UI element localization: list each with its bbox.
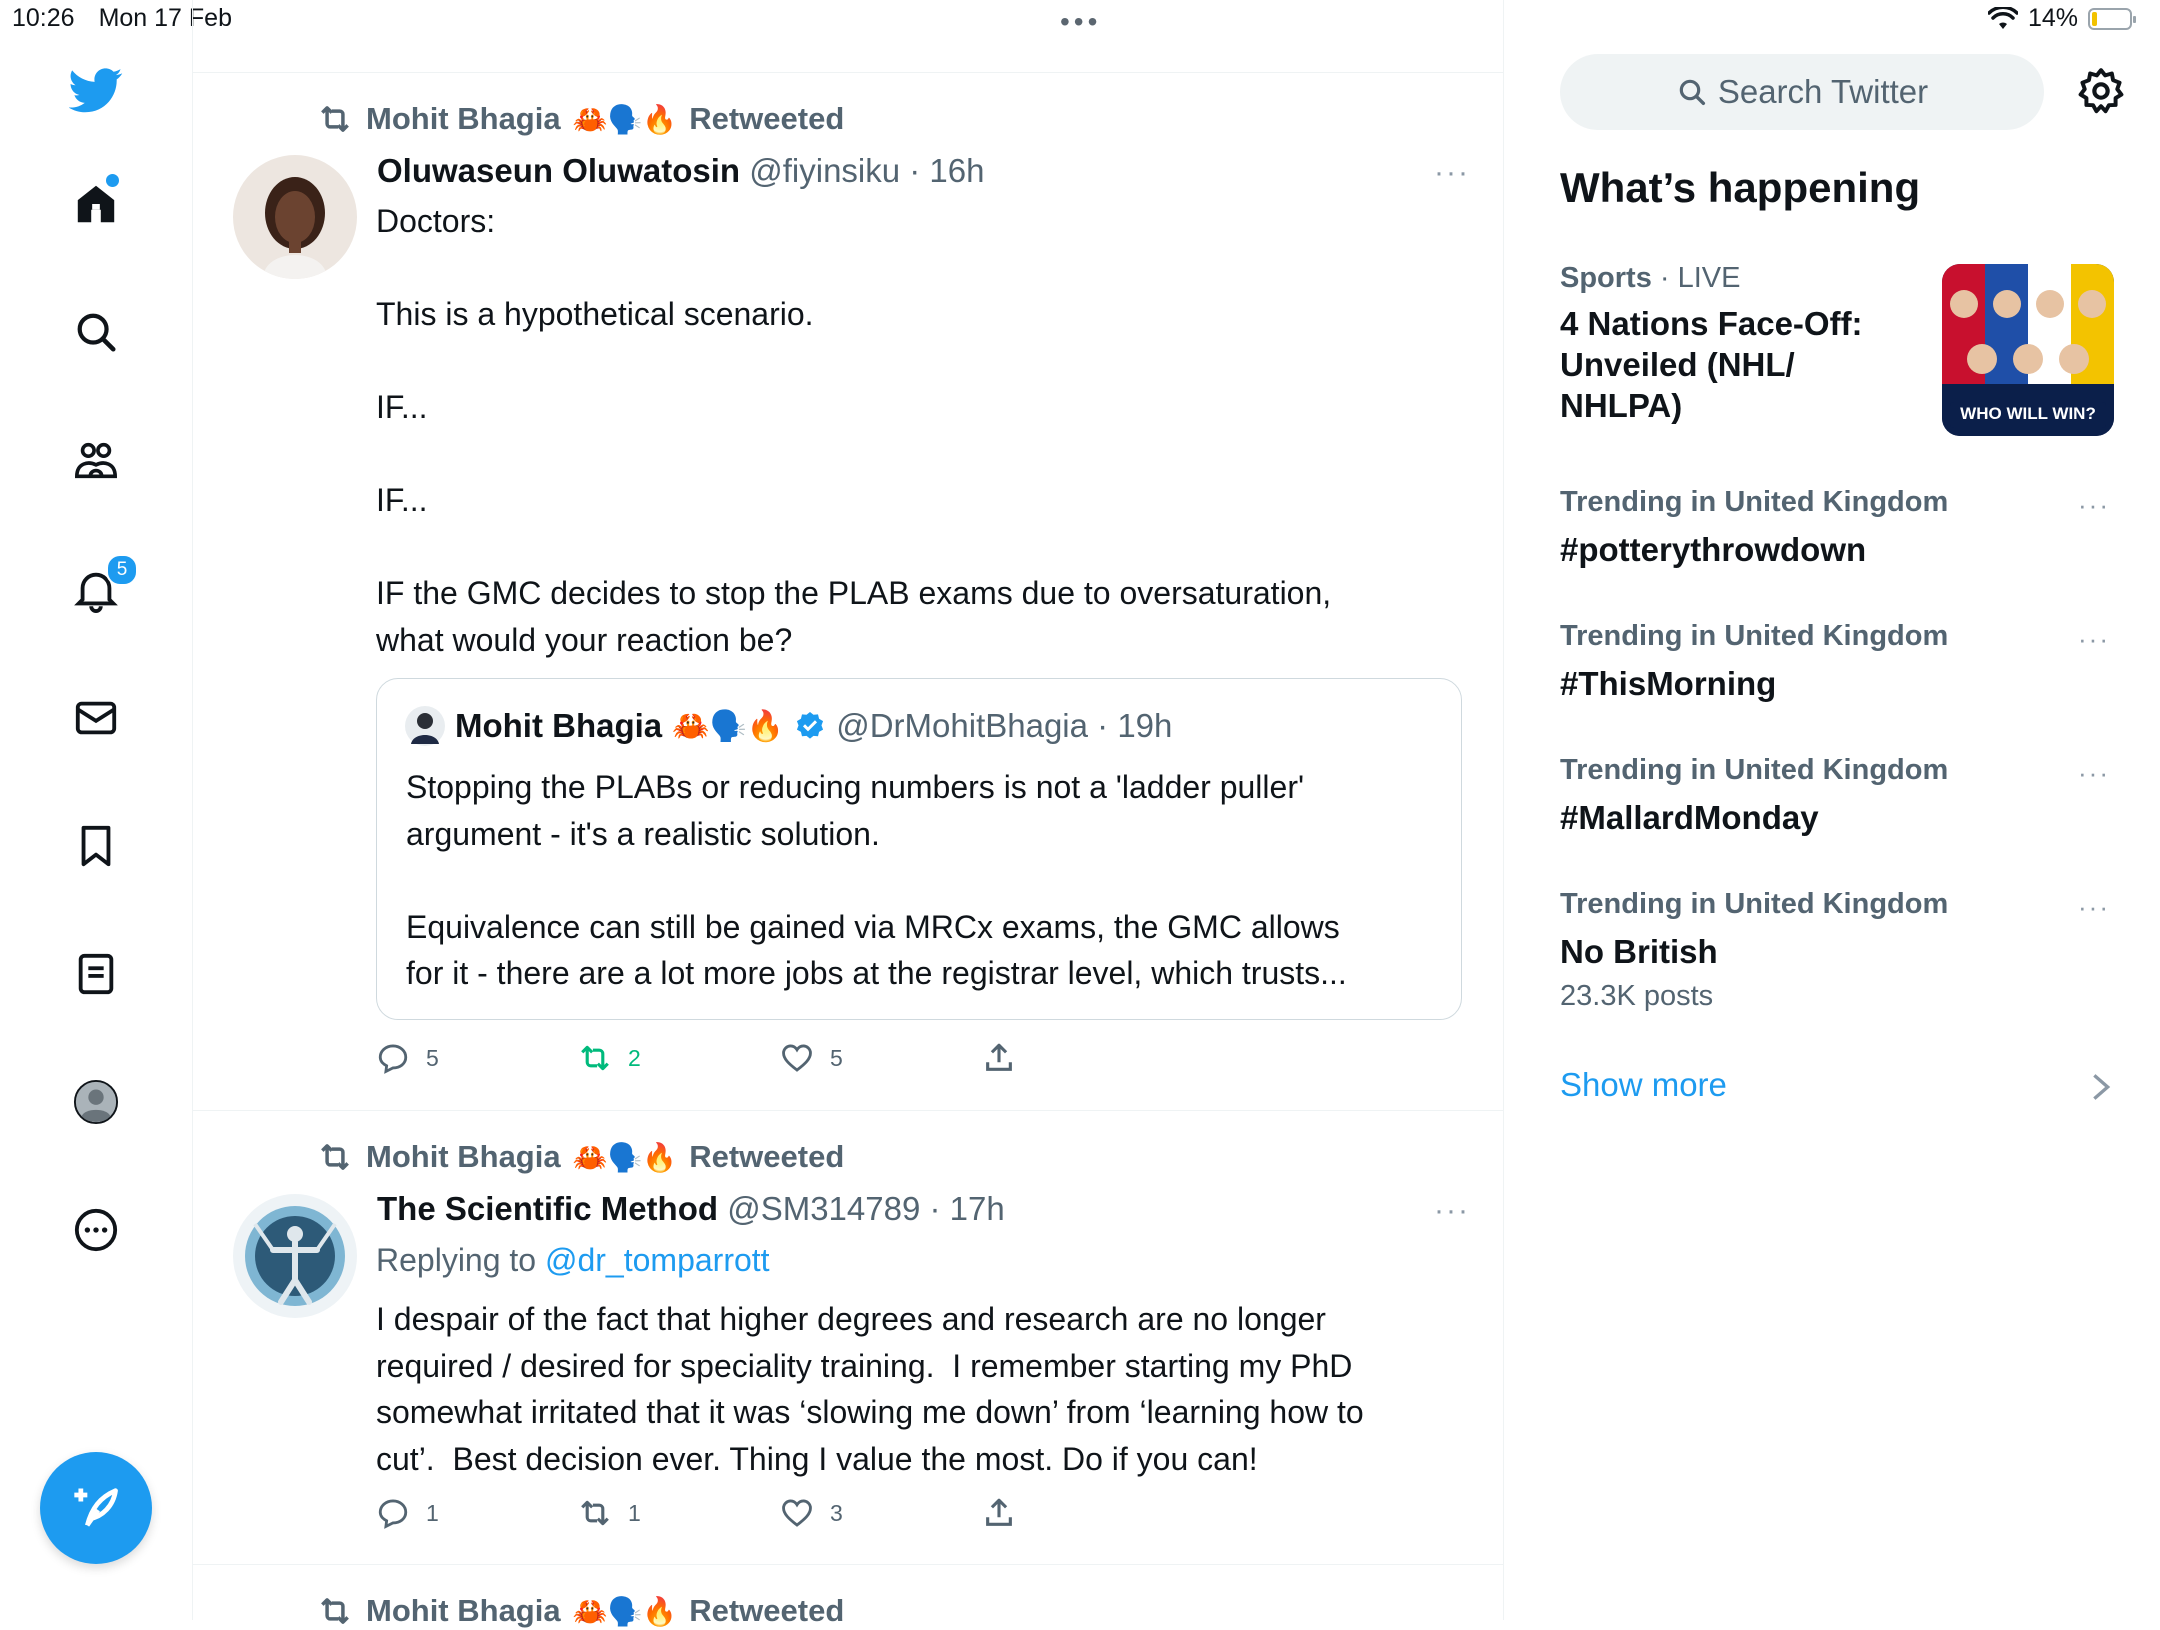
chevron-right-icon [2090, 1072, 2112, 1102]
retweet-small-icon [316, 1138, 354, 1176]
author-handle-time[interactable]: @SM314789 · 17h [727, 1190, 1005, 1227]
retweeted-label: Retweeted [689, 1139, 845, 1174]
trend-meta: Trending in United Kingdom [1560, 620, 1949, 652]
trend-live: · LIVE [1651, 262, 1741, 294]
share-button[interactable] [982, 1041, 1184, 1075]
trend-item[interactable] [1560, 620, 1948, 704]
home-icon[interactable] [64, 172, 128, 236]
notifications-icon[interactable] [64, 558, 128, 622]
retweeter-name[interactable]: Mohit Bhagia [366, 1139, 561, 1174]
whats-happening-title: What’s happening [1560, 164, 1921, 211]
tweet-more-button[interactable]: ··· [1434, 156, 1470, 189]
search-placeholder: Search Twitter [1717, 73, 1929, 110]
trend-more-button[interactable]: ··· [2078, 624, 2110, 654]
search-input[interactable] [1560, 54, 2044, 130]
trend-item[interactable] [1560, 888, 1948, 1013]
like-count: 3 [830, 1499, 843, 1526]
quote-author-name: Mohit Bhagia [455, 707, 663, 744]
tweet-author-line [377, 1190, 1005, 1228]
retweet-context [316, 100, 844, 138]
verified-badge-icon [794, 710, 826, 742]
settings-button[interactable] [2076, 66, 2126, 116]
trend-title: 4 Nations Face-Off: Unveiled (NHL/ NHLPA) [1560, 305, 1863, 424]
retweet-context [316, 1592, 844, 1630]
quote-author-emoji: 🦀🗣️🔥 [672, 709, 785, 743]
share-icon [982, 1041, 1016, 1075]
trend-item[interactable] [1560, 754, 1948, 838]
tweet-actions [376, 1496, 1184, 1530]
twitter-logo-icon[interactable] [64, 58, 128, 122]
author-name[interactable]: Oluwaseun Oluwatosin [377, 152, 741, 189]
like-button[interactable] [780, 1041, 982, 1075]
trend-meta: Trending in United Kingdom [1560, 486, 1949, 518]
tweet-text: Doctors: This is a hypothetical scenario. IF... IF... IF the GMC decides to stop the PLAB exams due to oversaturation, what would your reaction be? [376, 203, 1332, 658]
author-name[interactable]: The Scientific Method [377, 1190, 719, 1227]
quote-avatar [405, 706, 445, 746]
trend-meta [1560, 262, 1940, 295]
reply-icon [376, 1496, 410, 1530]
avatar[interactable] [233, 1194, 357, 1318]
retweet-small-icon [316, 1592, 354, 1630]
trend-post-count: 23.3K posts [1560, 980, 1714, 1012]
retweeted-label: Retweeted [689, 101, 845, 136]
trend-meta: Trending in United Kingdom [1560, 754, 1949, 786]
reply-count: 1 [426, 1499, 439, 1526]
retweeter-emoji: 🦀🗣️🔥 [572, 103, 678, 135]
replying-to-handle[interactable]: @dr_tomparrott [544, 1242, 770, 1278]
sports-trend-image[interactable] [1942, 264, 2114, 436]
trend-sports[interactable] [1560, 262, 1940, 426]
retweeter-name[interactable]: Mohit Bhagia [366, 101, 561, 136]
sports-image-caption: WHO WILL WIN? [1960, 404, 2096, 423]
avatar[interactable] [233, 155, 357, 279]
replying-to-prefix: Replying to [376, 1242, 537, 1278]
more-icon[interactable] [64, 1198, 128, 1262]
multitasking-dots[interactable]: ••• [1060, 6, 1102, 37]
search-icon [1676, 76, 1708, 108]
retweet-button[interactable] [578, 1496, 780, 1530]
heart-icon [780, 1041, 814, 1075]
retweeted-label: Retweeted [689, 1593, 845, 1628]
share-button[interactable] [982, 1496, 1184, 1530]
communities-icon[interactable] [64, 429, 128, 493]
retweet-button[interactable] [578, 1041, 780, 1075]
bookmarks-icon[interactable] [64, 814, 128, 878]
tweet-text: I despair of the fact that higher degrees and research are no longer required / desired for speciality training. I remember starting my PhD somewhat irritated that it was ‘slowing me down’ from ‘learning how to cut’. Best decision ever. Thing I value the most. Do if you can! [376, 1301, 1364, 1477]
wifi-icon [1988, 7, 2018, 31]
tweet-divider [193, 1110, 1503, 1111]
author-handle-time[interactable]: @fiyinsiku · 16h [749, 152, 985, 189]
profile-icon[interactable] [64, 1070, 128, 1134]
tweet-actions [376, 1041, 1184, 1075]
retweeter-emoji: 🦀🗣️🔥 [572, 1595, 678, 1627]
tweet-author-line [377, 152, 985, 190]
trend-title: #ThisMorning [1560, 665, 1777, 702]
reply-count: 5 [426, 1044, 439, 1071]
status-time: 10:26 [12, 4, 75, 32]
left-nav [0, 0, 193, 1620]
reply-button[interactable] [376, 1041, 578, 1075]
feather-plus-icon [70, 1482, 122, 1534]
like-button[interactable] [780, 1496, 982, 1530]
retweeter-emoji: 🦀🗣️🔥 [572, 1141, 678, 1173]
trend-title: No British [1560, 933, 1718, 970]
battery-icon [2088, 8, 2132, 30]
trend-meta: Trending in United Kingdom [1560, 888, 1949, 920]
lists-icon[interactable] [64, 942, 128, 1006]
home-unread-dot [104, 172, 121, 189]
trend-more-button[interactable]: ··· [2078, 892, 2110, 922]
trend-title: #MallardMonday [1560, 799, 1819, 836]
trend-title: #potterythrowdown [1560, 531, 1867, 568]
trend-more-button[interactable]: ··· [2078, 490, 2110, 520]
retweet-context [316, 1138, 844, 1176]
tweet-more-button[interactable]: ··· [1434, 1194, 1470, 1227]
tweet-divider [193, 1564, 1503, 1565]
notifications-badge: 5 [106, 554, 138, 586]
status-date: Mon 17 Feb [98, 4, 232, 32]
quote-handle-time: @DrMohitBhagia · 19h [836, 707, 1173, 744]
retweeter-name[interactable]: Mohit Bhagia [366, 1593, 561, 1628]
show-more-link[interactable]: Show more [1560, 1066, 1727, 1103]
status-bar-right [1988, 4, 2132, 33]
messages-icon[interactable] [64, 686, 128, 750]
retweet-count: 1 [628, 1499, 641, 1526]
share-icon [982, 1496, 1016, 1530]
timeline-top-border [193, 72, 1503, 73]
retweet-icon [578, 1041, 612, 1075]
heart-icon [780, 1496, 814, 1530]
reply-button[interactable] [376, 1496, 578, 1530]
trend-item[interactable] [1560, 486, 1948, 570]
gear-icon [2076, 66, 2126, 116]
retweet-small-icon [316, 100, 354, 138]
trend-category: Sports [1560, 262, 1652, 294]
like-count: 5 [830, 1044, 843, 1071]
compose-tweet-button[interactable] [40, 1452, 152, 1564]
trend-more-button[interactable]: ··· [2078, 758, 2110, 788]
retweet-icon [578, 1496, 612, 1530]
retweet-count: 2 [628, 1044, 641, 1071]
quote-author-line [405, 706, 1172, 746]
replying-to [376, 1242, 770, 1279]
search-icon[interactable] [64, 300, 128, 364]
battery-percent: 14% [2027, 4, 2078, 32]
quote-text: Stopping the PLABs or reducing numbers is not a 'ladder puller' argument - it's a realistic solution. Equivalence can still be gained via MRCx exams, the GMC allows for it - there are a lot more jobs at the registrar level, which trusts... [406, 769, 1347, 991]
reply-icon [376, 1041, 410, 1075]
